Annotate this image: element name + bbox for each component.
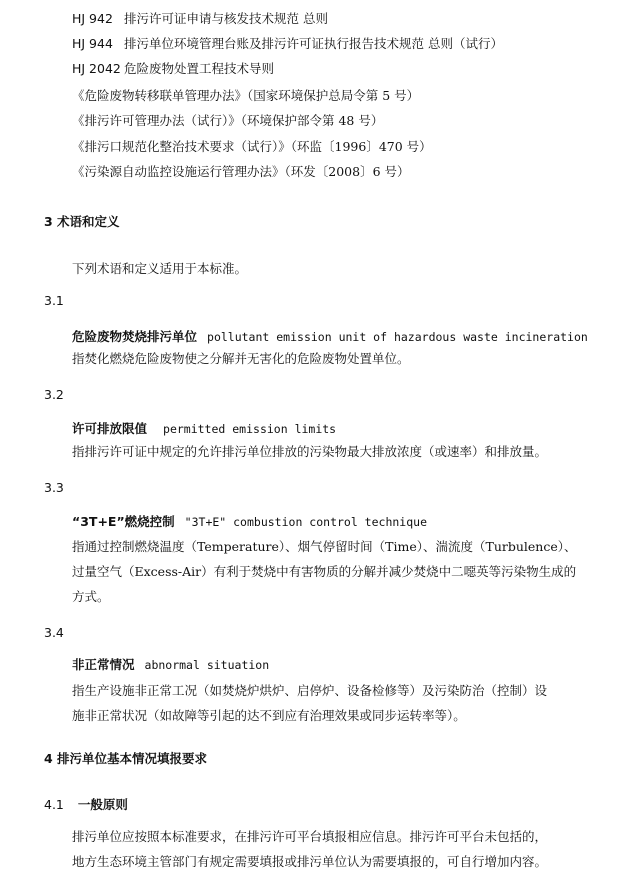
section-intro: 下列术语和定义适用于本标准。: [72, 261, 248, 276]
term-definition: 指通过控制燃烧温度（Temperature）、烟气停留时间（Time）、湍流度（Turbulence）、: [72, 539, 577, 554]
reference-item: [72, 87, 419, 105]
term-title: [72, 328, 588, 346]
reference-title: 《污染源自动监控设施运行管理办法》（环发〔2008〕6 号）: [72, 164, 410, 179]
section-heading: 4 排污单位基本情况填报要求: [44, 751, 208, 766]
reference-item: [72, 112, 383, 130]
reference-title: 《排污口规范化整治技术要求（试行）》（环监〔1996〕470 号）: [72, 139, 432, 154]
reference-title: 《危险废物转移联单管理办法》（国家环境保护总局令第 5 号）: [72, 88, 420, 103]
subsection-number: 4.1: [44, 797, 64, 812]
term-title: [72, 420, 336, 438]
term-cn: 许可排放限值: [72, 421, 148, 436]
term-definition: 指生产设施非正常工况（如焚烧炉烘炉、启停炉、设备检修等）及污染防治（控制）设: [72, 683, 548, 698]
term-definition: 过量空气（Excess-Air）有利于焚烧中有害物质的分解并减少焚烧中二噁英等污染物生成的: [72, 564, 577, 579]
term-title: [72, 656, 269, 674]
term-definition: 方式。: [72, 589, 110, 604]
term-definition: 指焚化燃烧危险废物使之分解并无害化的危险废物处置单位。: [72, 351, 410, 366]
term-cn: 非正常情况: [72, 657, 135, 672]
body-paragraph: 地方生态环境主管部门有规定需要填报或排污单位认为需要填报的，可自行增加内容。: [72, 854, 548, 869]
reference-title: 排污单位环境管理台账及排污许可证执行报告技术规范 总则（试行）: [124, 36, 503, 51]
subsection-heading: [44, 796, 128, 814]
term-en: "3T+E" combustion control technique: [184, 515, 427, 529]
reference-code: HJ 942: [72, 11, 113, 26]
term-title: [72, 513, 427, 531]
reference-item: [72, 60, 274, 78]
term-en: abnormal situation: [144, 658, 270, 672]
term-definition: 指排污许可证中规定的允许排污单位排放的污染物最大排放浓度（或速率）和排放量。: [72, 444, 548, 459]
reference-item: [72, 163, 410, 181]
reference-code: HJ 2042: [72, 61, 121, 76]
section-heading: 3 术语和定义: [44, 214, 120, 229]
term-cn: “3T+E”燃烧控制: [72, 514, 175, 529]
term-number: 3.1: [44, 293, 64, 308]
subsection-title: 一般原则: [77, 797, 128, 812]
reference-code: HJ 944: [72, 36, 113, 51]
term-definition: 施非正常状况（如故障等引起的达不到应有治理效果或同步运转率等）。: [72, 708, 466, 723]
reference-title: 危险废物处置工程技术导则: [124, 61, 275, 76]
reference-title: 《排污许可管理办法（试行）》（环境保护部令第 48 号）: [72, 113, 384, 128]
reference-item: [72, 35, 503, 53]
reference-title: 排污许可证申请与核发技术规范 总则: [124, 11, 328, 26]
term-number: 3.4: [44, 625, 64, 640]
reference-item: [72, 10, 328, 28]
term-cn: 危险废物焚烧排污单位: [72, 329, 198, 344]
body-paragraph: 排污单位应按照本标准要求，在排污许可平台填报相应信息。排污许可平台未包括的，: [72, 829, 548, 844]
term-en: pollutant emission unit of hazardous waste incineration: [207, 330, 588, 344]
term-number: 3.3: [44, 480, 64, 495]
reference-item: [72, 138, 432, 156]
term-en: permitted emission limits: [163, 422, 337, 436]
term-number: 3.2: [44, 387, 64, 402]
